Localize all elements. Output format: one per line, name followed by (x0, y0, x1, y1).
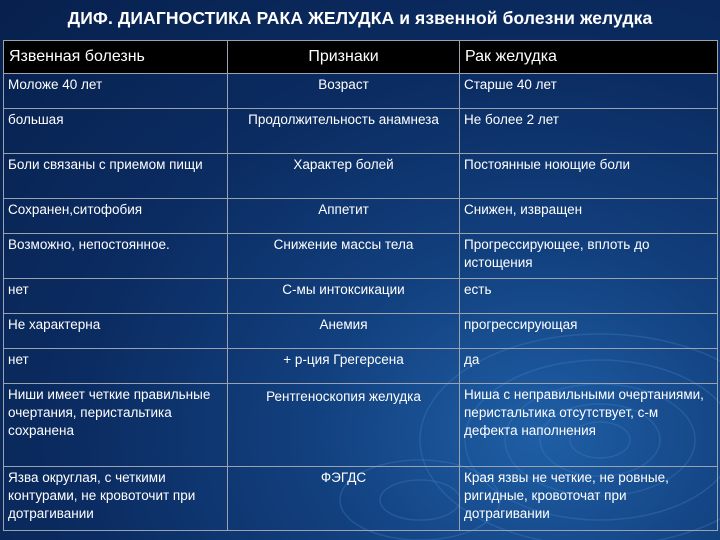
table-row (4, 109, 718, 154)
ulcer-cell: Моложе 40 лет (4, 74, 228, 109)
cancer-cell: Ниша с неправильными очертаниями, перистальтика отсутствует, с-м дефекта наполнения (460, 384, 718, 467)
sign-cell: Аппетит (228, 199, 460, 234)
slide-title: ДИФ. ДИАГНОСТИКА РАКА ЖЕЛУДКА и язвенной болезни желудка (67, 8, 653, 28)
table-header-row (4, 41, 718, 74)
cancer-cell: Не более 2 лет (460, 109, 718, 154)
ulcer-cell: Не характерна (4, 314, 228, 349)
sign-cell: С-мы интоксикации (228, 279, 460, 314)
ulcer-cell: Ниши имеет четкие правильные очертания, перистальтика сохранена (4, 384, 228, 467)
cancer-cell: есть (460, 279, 718, 314)
ulcer-cell: Возможно, непостоянное. (4, 234, 228, 279)
ulcer-cell: Сохранен,ситофобия (4, 199, 228, 234)
ulcer-cell: Язва округлая, с четкими контурами, не кровоточит при дотрагивании (4, 467, 228, 531)
cancer-cell: прогрессирующая (460, 314, 718, 349)
header-signs: Признаки (228, 41, 460, 74)
table-row (4, 384, 718, 467)
sign-cell: + р-ция Грегерсена (228, 349, 460, 384)
ulcer-cell: Боли связаны с приемом пищи (4, 154, 228, 199)
cancer-cell: да (460, 349, 718, 384)
cancer-cell: Прогрессирующее, вплоть до истощения (460, 234, 718, 279)
cancer-cell: Края язвы не четкие, не ровные, ригидные, кровоточат при дотрагивании (460, 467, 718, 531)
table-row (4, 279, 718, 314)
table-row (4, 74, 718, 109)
sign-cell: ФЭГДС (228, 467, 460, 531)
cancer-cell: Снижен, извращен (460, 199, 718, 234)
sign-cell: Рентгеноскопия желудка (228, 384, 460, 467)
sign-cell: Снижение массы тела (228, 234, 460, 279)
table-row (4, 199, 718, 234)
ulcer-cell: нет (4, 279, 228, 314)
sign-cell: Анемия (228, 314, 460, 349)
table-row (4, 234, 718, 279)
table-row (4, 154, 718, 199)
sign-cell: Возраст (228, 74, 460, 109)
table-row (4, 349, 718, 384)
sign-cell: Продолжительность анамнеза (228, 109, 460, 154)
table-row (4, 314, 718, 349)
table-row (4, 467, 718, 531)
header-peptic-ulcer: Язвенная болезнь (4, 41, 228, 74)
cancer-cell: Постоянные ноющие боли (460, 154, 718, 199)
header-gastric-cancer: Рак желудка (460, 41, 718, 74)
ulcer-cell: большая (4, 109, 228, 154)
sign-cell: Характер болей (228, 154, 460, 199)
differential-diagnosis-table (3, 40, 718, 531)
ulcer-cell: нет (4, 349, 228, 384)
cancer-cell: Старше 40 лет (460, 74, 718, 109)
